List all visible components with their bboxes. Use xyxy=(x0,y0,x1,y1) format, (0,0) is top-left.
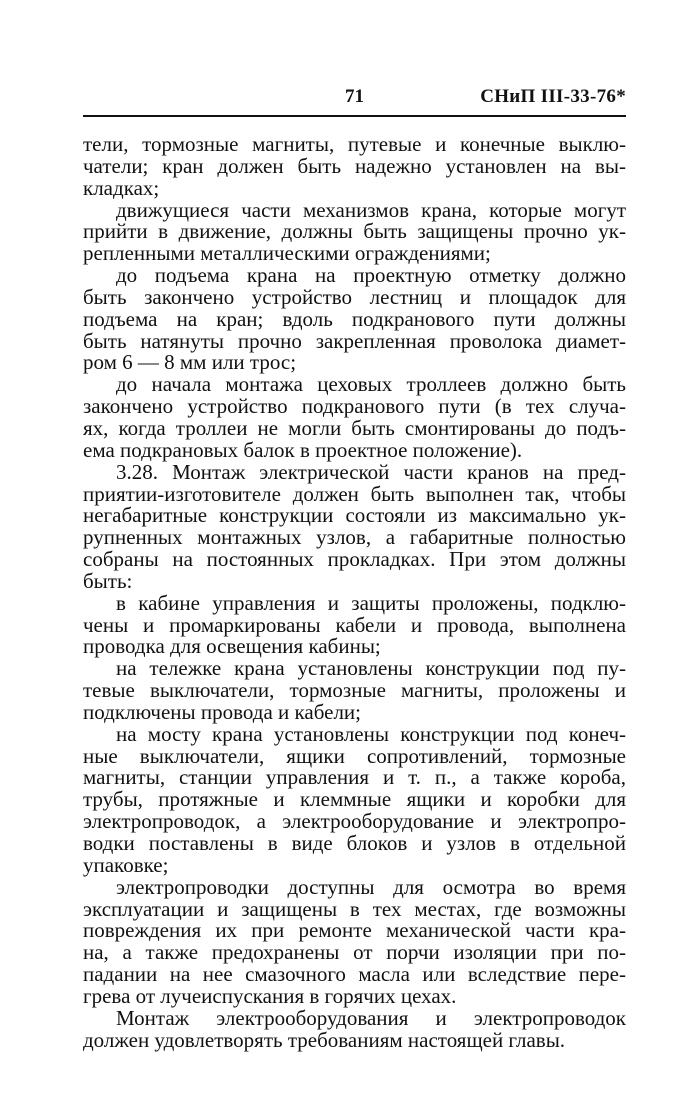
text-line: грева от лучеиспускания в горячих цехах. xyxy=(83,983,457,1008)
text-line: эксплуатации и защищены в тех местах, где возможны xyxy=(83,896,626,921)
text-line: Монтаж электрооборудования и электропроводок xyxy=(116,1005,626,1030)
page-header xyxy=(83,86,626,112)
text-line: проводка для освещения кабины; xyxy=(83,634,381,659)
text-line: быть закончено устройство лестниц и площадок для xyxy=(83,284,626,309)
text-line: собраны на постоянных прокладках. При этом должны xyxy=(83,547,626,572)
text-line: должен удовлетворять требованиям настоящей главы. xyxy=(83,1027,566,1052)
text-line: на тележке крана установлены конструкции под пу- xyxy=(116,656,626,681)
text-line: закончено устройство подкранового пути (в тех случа- xyxy=(83,394,626,419)
text-line: ные выключатели, ящики сопротивлений, тормозные xyxy=(83,743,626,768)
text-line: репленными металлическими ограждениями; xyxy=(83,241,491,266)
text-line: на, а также предохранены от порчи изоляции при по- xyxy=(83,940,626,965)
text-line: подключены провода и кабели; xyxy=(83,699,362,724)
text-line: трубы, протяжные и клеммные ящики и коробки для xyxy=(83,787,626,812)
text-line: до подъема крана на проектную отметку должно xyxy=(116,263,626,288)
text-line: в кабине управления и защиты проложены, подклю- xyxy=(116,590,626,615)
text-line: до начала монтажа цеховых троллеев должно быть xyxy=(116,372,626,397)
text-line: чены и промаркированы кабели и провода, выполнена xyxy=(83,612,626,637)
text-line: на мосту крана установлены конструкции под конеч- xyxy=(116,721,626,746)
text-line: ях, когда троллеи не могли быть смонтированы до подъ- xyxy=(83,415,626,440)
text-line: падании на нее смазочного масла или вследствие пере- xyxy=(83,962,626,987)
text-line: ема подкрановых балок в проектное положение). xyxy=(83,437,523,462)
page-number: 71 xyxy=(345,86,364,107)
text-line: прийти в движение, должны быть защищены прочно ук- xyxy=(83,219,626,244)
text-line: повреждения их при ремонте механической части кра- xyxy=(83,918,626,943)
text-line: движущиеся части механизмов крана, которые могут xyxy=(116,197,626,222)
document-code: СНиП III-33-76* xyxy=(480,86,626,107)
text-line: кладках; xyxy=(83,175,160,200)
text-line: водки поставлены в виде блоков и узлов в отдельной xyxy=(83,831,626,855)
text-line: негабаритные конструкции состояли из максимально ук- xyxy=(83,503,626,528)
text-line: быть: xyxy=(83,568,133,593)
text-line: электропроводок, а электрооборудование и электропро- xyxy=(83,809,626,834)
text-line: подъема на кран; вдоль подкранового пути должны xyxy=(83,306,626,331)
text-line: приятии-изготовителе должен быть выполнен так, чтобы xyxy=(83,481,626,506)
text-line: электропроводки доступны для осмотра во время xyxy=(116,874,626,899)
text-line: тевые выключатели, тормозные магниты, проложены и xyxy=(83,678,626,703)
text-line: ром 6 — 8 мм или трос; xyxy=(83,350,297,375)
section-heading-line: 3.28. Монтаж электрической части кранов на пред- xyxy=(116,459,626,484)
text-line: упаковке; xyxy=(83,852,169,877)
body-text xyxy=(83,134,626,1051)
text-line: чатели; кран должен быть надежно установлен на вы- xyxy=(83,153,626,178)
text-line: быть натянуты прочно закрепленная проволока диамет- xyxy=(83,328,626,353)
text-line: тели, тормозные магниты, путевые и конечные выклю- xyxy=(83,132,626,156)
text-line: магниты, станции управления и т. п., а также короба, xyxy=(83,765,626,790)
text-line: рупненных монтажных узлов, а габаритные полностью xyxy=(83,525,626,550)
header-rule xyxy=(83,115,626,117)
